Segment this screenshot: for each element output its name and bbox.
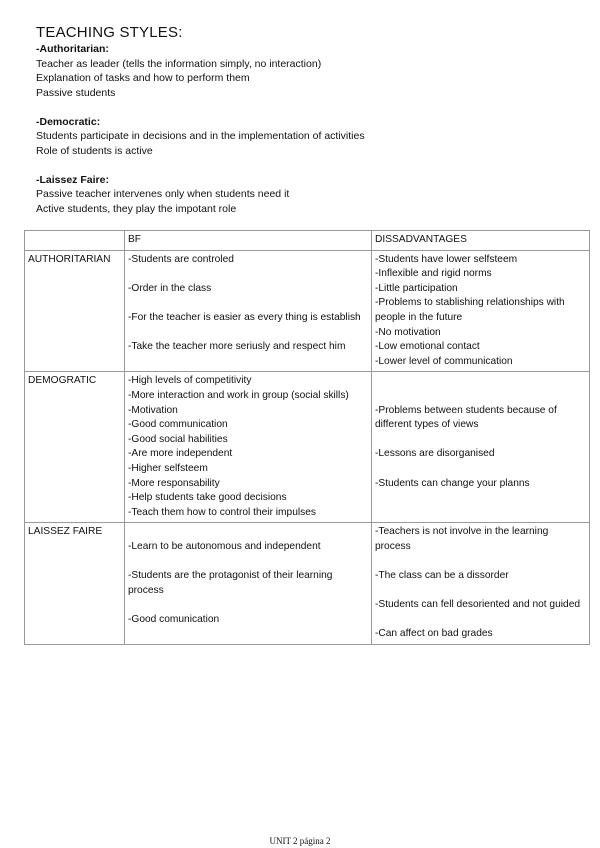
cell-spacer xyxy=(375,389,586,404)
bf-item: -Good social habilities xyxy=(128,433,228,445)
bf-item: -Good comunication xyxy=(128,613,220,625)
page-footer: UNIT 2 página 2 xyxy=(269,836,331,846)
intro-line: Role of students is active xyxy=(36,144,153,157)
cell-spacer xyxy=(128,598,368,613)
bf-cell xyxy=(125,250,372,372)
intro-line: Passive teacher intervenes only when students need it xyxy=(36,188,290,200)
disadvantage-item: -Teachers is not involve in the learning process xyxy=(375,526,549,552)
intro-style-heading: -Democratic: xyxy=(36,115,101,128)
bf-item: -Are more independent xyxy=(128,448,233,460)
disadvantages-cell xyxy=(372,523,590,645)
disadvantage-item: -Lessons are disorganised xyxy=(375,448,495,460)
cell-spacer xyxy=(375,584,586,599)
disadvantage-item: -Can affect on bad grades xyxy=(375,628,493,640)
bf-item: -Motivation xyxy=(128,404,178,416)
table-body xyxy=(25,250,590,644)
bf-cell xyxy=(125,372,372,523)
intro-style-heading: -Authoritarian: xyxy=(36,43,109,55)
bf-item: -More interaction and work in group (social skills) xyxy=(128,389,349,401)
cell-spacer xyxy=(375,433,586,448)
bf-item: -Students are the protagonist of their learning process xyxy=(128,570,333,596)
disadvantage-item: -Students can change your planns xyxy=(375,477,530,489)
bf-item: -Teach them how to control their impulses xyxy=(128,506,316,518)
bf-item: -Good communication xyxy=(128,419,228,431)
cell-spacer xyxy=(128,525,368,540)
bf-item: -High levels of competitivity xyxy=(128,375,252,387)
disadvantage-item: -Students have lower selfsteem xyxy=(375,253,518,265)
disadvantage-item: -Students can fell desoriented and not guided xyxy=(375,599,581,611)
disadvantage-item: -Little participation xyxy=(375,282,458,294)
page-title: TEACHING STYLES: xyxy=(36,24,183,41)
cell-spacer xyxy=(128,296,368,311)
table-row xyxy=(25,250,590,372)
cell-spacer xyxy=(375,462,586,477)
disadvantages-cell xyxy=(372,372,590,523)
bf-item: -For the teacher is easier as every thing is establish xyxy=(128,311,361,323)
header-disadvantages: DISSADVANTAGES xyxy=(372,231,590,251)
cell-spacer xyxy=(375,554,586,569)
intro-line: Active students, they play the impotant role xyxy=(36,202,237,215)
row-label: LAISSEZ FAIRE xyxy=(25,523,125,645)
cell-spacer xyxy=(128,554,368,569)
teaching-styles-table xyxy=(24,230,590,645)
cell-spacer xyxy=(128,267,368,282)
cell-spacer xyxy=(128,326,368,341)
cell-spacer xyxy=(375,613,586,628)
table-header-row xyxy=(25,231,590,251)
disadvantage-item: -Problems to stablishing relationships with people in the future xyxy=(375,297,565,323)
disadvantage-item: -Problems between students because of different types of views xyxy=(375,404,557,431)
disadvantage-item: -Lower level of communication xyxy=(375,355,513,367)
intro-section xyxy=(36,24,576,216)
intro-blocks xyxy=(36,42,576,216)
bf-cell xyxy=(125,523,372,645)
table-row xyxy=(25,523,590,645)
bf-item: -Order in the class xyxy=(128,282,212,294)
bf-item: -Students are controled xyxy=(128,253,234,265)
intro-line: Explanation of tasks and how to perform them xyxy=(36,72,250,84)
header-bf: BF xyxy=(125,231,372,251)
disadvantages-cell xyxy=(372,250,590,372)
disadvantage-item: -Inflexible and rigid norms xyxy=(375,268,492,280)
header-empty xyxy=(25,231,125,251)
disadvantage-item: -No motivation xyxy=(375,326,441,338)
table-row xyxy=(25,372,590,523)
intro-line: Teacher as leader (tells the information simply, no interaction) xyxy=(36,57,322,70)
bf-item: -Learn to be autonomous and independent xyxy=(128,540,321,552)
intro-line: Passive students xyxy=(36,86,116,99)
bf-item: -Take the teacher more seriusly and respect him xyxy=(128,341,346,353)
bf-item: -Help students take good decisions xyxy=(128,492,287,504)
row-label: AUTHORITARIAN xyxy=(25,250,125,372)
disadvantage-item: -The class can be a dissorder xyxy=(375,570,509,582)
disadvantage-item: -Low emotional contact xyxy=(375,341,480,353)
intro-line: Students participate in decisions and in the implementation of activities xyxy=(36,130,365,142)
intro-style-heading: -Laissez Faire: xyxy=(36,173,109,186)
bf-item: -More responsability xyxy=(128,477,220,489)
cell-spacer xyxy=(375,374,586,389)
bf-item: -Higher selfsteem xyxy=(128,462,208,474)
row-label: DEMOGRATIC xyxy=(25,372,125,523)
